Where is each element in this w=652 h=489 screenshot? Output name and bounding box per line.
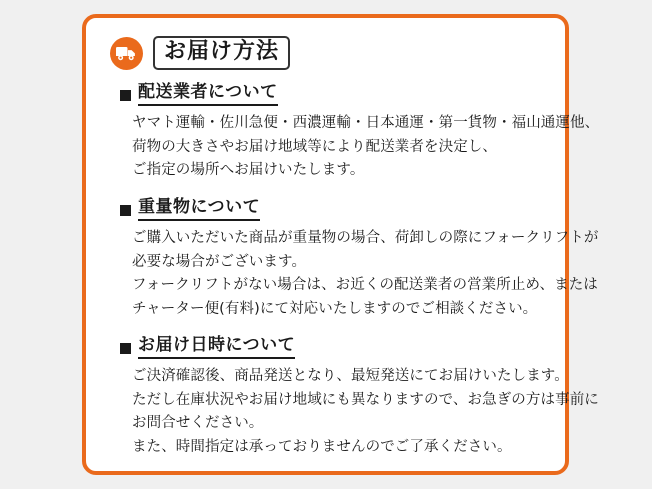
- section-heavy-items: [108, 196, 599, 321]
- body-line: ご購入いただいた商品が重量物の場合、荷卸しの際にフォークリフトが: [132, 230, 599, 247]
- body-line: お問合せください。: [132, 415, 264, 432]
- square-bullet-icon: [120, 90, 131, 101]
- delivery-truck-icon: [110, 37, 143, 70]
- section-body: [132, 112, 600, 182]
- body-line: 荷物の大きさやお届け地域等により配送業者を決定し、: [132, 138, 497, 155]
- section-body: [132, 227, 599, 321]
- body-line: また、時間指定は承っておりませんのでご了承ください。: [132, 438, 512, 455]
- body-line: 必要な場合がございます。: [132, 253, 307, 270]
- section-heading: お届け日時について: [138, 335, 295, 359]
- page-title: お届け方法: [164, 39, 280, 64]
- body-line: ヤマト運輸・佐川急便・西濃運輸・日本通運・第一貨物・福山通運他、: [132, 115, 600, 132]
- section-body: [132, 365, 599, 459]
- card-title-box: [153, 36, 290, 70]
- section-heading: 配送業者について: [138, 82, 278, 106]
- body-line: フォークリフトがない場合は、お近くの配送業者の営業所止め、または: [132, 277, 598, 294]
- section-heading: 重量物について: [138, 197, 260, 221]
- card-title-row: [110, 36, 545, 70]
- body-line: ただし在庫状況やお届け地域にも異なりますので、お急ぎの方は事前に: [132, 391, 599, 408]
- body-line: ご決済確認後、商品発送となり、最短発送にてお届けいたします。: [132, 368, 569, 385]
- body-line: チャーター便(有料)にて対応いたしますのでご相談ください。: [132, 300, 538, 317]
- section-shipping-carrier: [108, 82, 600, 183]
- section-heading-row: [120, 335, 545, 359]
- card-inner: [86, 18, 600, 469]
- body-line: ご指定の場所へお届けいたします。: [132, 162, 365, 179]
- section-delivery-datetime: [108, 335, 599, 459]
- square-bullet-icon: [120, 205, 131, 216]
- square-bullet-icon: [120, 343, 131, 354]
- section-heading-row: [120, 197, 545, 221]
- shipping-info-card: [82, 14, 600, 475]
- section-heading-row: [120, 82, 545, 106]
